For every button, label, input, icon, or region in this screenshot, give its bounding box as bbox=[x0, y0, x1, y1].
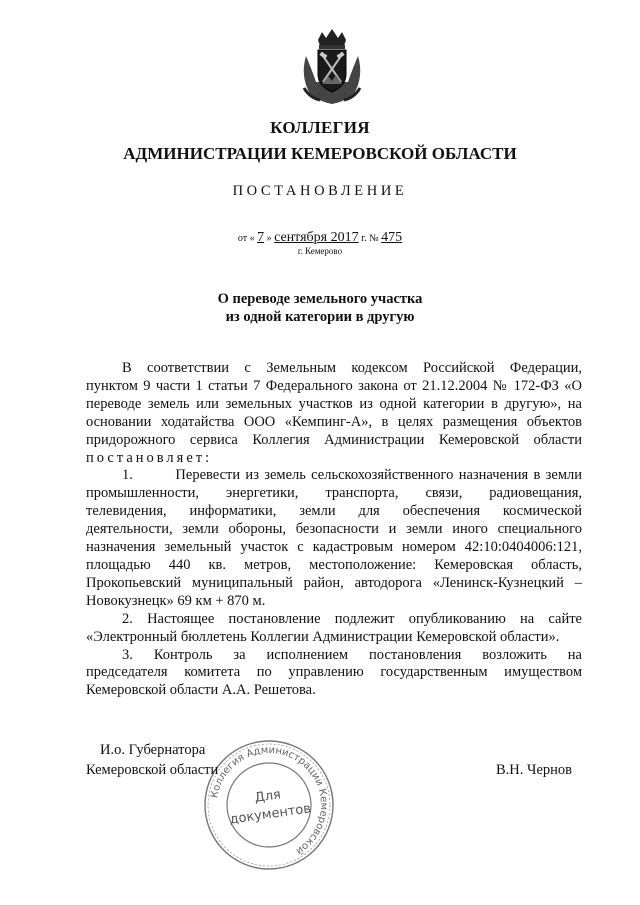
document-subject bbox=[0, 290, 640, 326]
body-line: 3. Контроль за исполнением постановления возложить на bbox=[122, 646, 582, 663]
body-line: телевидения, информатики, земли для обеспечения космической bbox=[86, 503, 582, 520]
body-line: Кемеровской области А.А. Решетова. bbox=[86, 682, 316, 699]
date-month-year: сентября 2017 bbox=[274, 230, 359, 245]
subject-line1: О переводе земельного участка bbox=[217, 291, 423, 307]
seal-stamp bbox=[200, 736, 338, 874]
document-body bbox=[86, 360, 582, 700]
org-title-line1: КОЛЛЕГИЯ bbox=[270, 118, 370, 137]
body-line: площадью 440 кв. метров, местоположение: Кемеровская область, bbox=[86, 556, 582, 573]
stamp-center-line2: документов bbox=[228, 801, 312, 828]
year-suffix: г. bbox=[361, 233, 367, 244]
date-number-line bbox=[0, 230, 640, 246]
date-mid: » bbox=[266, 233, 272, 244]
body-line: пунктом 9 части 1 статьи 7 Федерального закона от 21.12.2004 № 172-ФЗ «О bbox=[86, 377, 582, 394]
body-line: «Электронный бюллетень Коллегии Администрации Кемеровской области». bbox=[86, 628, 560, 645]
body-line: постановляет: bbox=[86, 449, 213, 466]
org-title-line2: АДМИНИСТРАЦИИ КЕМЕРОВСКОЙ ОБЛАСТИ bbox=[123, 144, 517, 163]
body-line: В соответствии с Земельным кодексом Российской Федерации, bbox=[122, 360, 582, 376]
coat-of-arms-emblem bbox=[296, 26, 368, 106]
signatory-position-line1: И.о. Губернатора bbox=[100, 742, 206, 758]
signatory-position-line2: Кемеровской области bbox=[86, 762, 219, 778]
body-line: деятельности, земли обороны, безопасности и земли иного специального bbox=[86, 521, 582, 538]
number-label: № bbox=[369, 233, 379, 244]
document-type: ПОСТАНОВЛЕНИЕ bbox=[232, 183, 408, 199]
body-line: Прокопьевский муниципальный район, автодорога «Ленинск-Кузнецкий – bbox=[86, 574, 582, 591]
stamp-ring-text: Коллегия Администрации Кемеровской bbox=[209, 744, 330, 857]
document-number: 475 bbox=[381, 230, 403, 245]
body-line: председателя комитета по управлению государственным имуществом bbox=[86, 664, 582, 681]
date-prefix: от « bbox=[237, 233, 255, 244]
date-day: 7 bbox=[257, 230, 265, 245]
body-line: назначения земельный участок с кадастровым номером 42:10:0404006:121, bbox=[86, 539, 582, 556]
signatory-name: В.Н. Чернов bbox=[496, 762, 572, 778]
body-line: промышленности, энергетики, транспорта, связи, радиовещания, bbox=[86, 485, 582, 502]
body-line: основании ходатайства ООО «Кемпинг-А», в целях размещения объектов bbox=[86, 413, 582, 430]
subject-line2: из одной категории в другую bbox=[225, 309, 415, 325]
body-line: 2. Настоящее постановление подлежит опубликованию на сайте bbox=[122, 610, 582, 627]
city-line: г. Кемерово bbox=[297, 246, 343, 256]
body-line: переводе земель или земельных участков из одной категории в другую», на bbox=[86, 395, 582, 412]
body-line: придорожного сервиса Коллегия Администрации Кемеровской области bbox=[86, 431, 582, 448]
body-line: 1. Перевести из земель сельскохозяйственного назначения в земли bbox=[122, 467, 582, 484]
stamp-center-line1: Для bbox=[253, 787, 282, 806]
body-line: Новокузнецк» 69 км + 870 м. bbox=[86, 592, 266, 609]
